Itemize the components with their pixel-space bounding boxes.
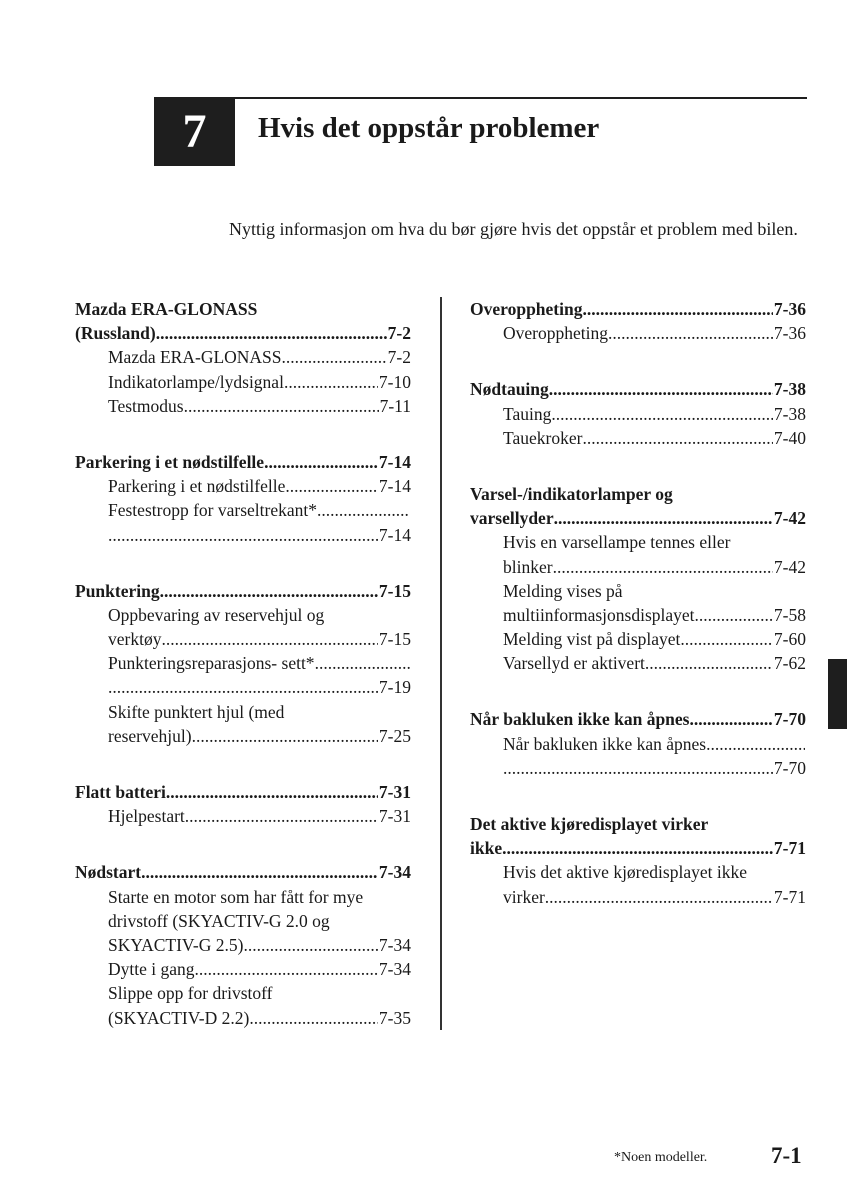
toc-heading-line[interactable]	[75, 860, 411, 884]
toc-entry-title: Mazda ERA-GLONASS	[75, 299, 258, 319]
toc-entry-title: Hjelpestart	[108, 806, 185, 827]
dot-leader	[706, 732, 805, 756]
toc-entry-line[interactable]	[470, 555, 806, 579]
toc-entry-title: Starte en motor som har fått for mye	[108, 886, 364, 907]
toc-page-ref: 7-15	[378, 580, 411, 601]
toc-section	[470, 297, 806, 345]
toc-section	[75, 450, 411, 547]
toc-entry-title: Melding vises på	[503, 580, 623, 601]
dot-leader	[161, 627, 377, 651]
toc-entry-title: Varsel-/indikatorlamper og	[470, 483, 673, 504]
dot-leader	[554, 506, 773, 530]
toc-entry-line[interactable]	[75, 1006, 411, 1030]
toc-entry-line[interactable]	[75, 523, 411, 547]
toc-entry-line[interactable]	[75, 394, 411, 418]
dot-leader	[608, 321, 773, 345]
toc-page-ref: 7-62	[773, 653, 806, 674]
chapter-intro: Nyttig informasjon om hva du bør gjøre hvis det oppstår et problem med bilen.	[229, 219, 798, 239]
toc-entry-title: Når bakluken ikke kan åpnes	[503, 733, 707, 754]
dot-leader	[282, 345, 387, 369]
toc-entry-line[interactable]	[75, 651, 411, 675]
toc-page-ref: 7-36	[773, 323, 806, 344]
toc-heading-line[interactable]	[470, 297, 806, 321]
toc-section	[470, 707, 806, 780]
toc-page-ref: 7-2	[387, 347, 411, 368]
toc-page-ref: 7-11	[379, 395, 411, 416]
toc-page-ref: 7-2	[387, 323, 411, 344]
toc-entry-title: Flatt batteri	[75, 782, 166, 802]
toc-heading-line[interactable]	[75, 780, 411, 804]
toc-section	[75, 297, 411, 418]
toc-entry-line[interactable]	[75, 724, 411, 748]
toc-page-ref: 7-31	[378, 782, 411, 802]
toc-entry-line[interactable]	[75, 700, 411, 724]
toc-entry-line[interactable]	[75, 885, 411, 909]
toc-heading-line[interactable]	[470, 377, 806, 401]
dot-leader	[195, 957, 378, 981]
toc-entry-line[interactable]	[75, 474, 411, 498]
column-divider	[440, 297, 442, 1030]
dot-leader	[551, 402, 773, 426]
toc-page-ref: 7-34	[378, 862, 411, 883]
toc-entry-title: Hvis en varsellampe tennes eller	[503, 532, 731, 553]
toc-entry-line[interactable]	[470, 651, 806, 675]
toc-entry-title: Oppbevaring av reservehjul og	[108, 604, 325, 625]
toc-entry-line[interactable]	[75, 603, 411, 627]
dot-leader	[502, 836, 773, 860]
toc-heading-line[interactable]	[470, 836, 806, 860]
dot-leader	[645, 651, 773, 675]
toc-heading-line[interactable]	[470, 506, 806, 530]
toc-heading-line[interactable]	[75, 321, 411, 345]
toc-page-ref: 7-71	[773, 838, 806, 859]
toc-section	[470, 377, 806, 450]
dot-leader	[108, 523, 378, 547]
toc-entry-title: Nødstart	[75, 862, 142, 883]
toc-entry-line[interactable]	[75, 370, 411, 394]
toc-entry-title: drivstoff (SKYACTIV-G 2.0 og	[108, 910, 330, 931]
toc-page-ref: 7-34	[378, 959, 411, 980]
toc-entry-line[interactable]	[75, 498, 411, 522]
toc-heading-line[interactable]	[470, 812, 806, 836]
toc-entry-title: Hvis det aktive kjøredisplayet ikke	[503, 862, 747, 883]
toc-page-ref: 7-15	[378, 629, 411, 650]
toc-section	[75, 860, 411, 1029]
toc-page-ref: 7-71	[773, 886, 806, 907]
toc-page-ref: 7-60	[773, 629, 806, 650]
toc-entry-title: multiinformasjonsdisplayet	[503, 604, 695, 625]
dot-leader	[284, 370, 378, 394]
dot-leader	[160, 579, 378, 603]
toc-page-ref: 7-19	[378, 677, 411, 698]
toc-entry-title: Testmodus	[108, 395, 184, 416]
dot-leader	[166, 780, 378, 804]
toc-entry-title: Overoppheting	[470, 299, 583, 319]
toc-heading-line[interactable]	[75, 297, 411, 321]
toc-entry-title: (Russland)	[75, 323, 156, 344]
toc-section	[75, 579, 411, 748]
dot-leader	[315, 651, 410, 675]
toc-entry-title: Punkteringsreparasjons- sett*	[108, 653, 315, 674]
chapter-thumb-tab	[828, 659, 847, 729]
toc-section	[75, 780, 411, 828]
toc-entry-title: reservehjul)	[108, 725, 192, 746]
toc-entry-line[interactable]	[75, 627, 411, 651]
toc-heading-line[interactable]	[75, 579, 411, 603]
dot-leader	[549, 377, 773, 401]
dot-leader	[156, 321, 387, 345]
toc-entry-title: Festestropp for varseltrekant*	[108, 500, 317, 521]
toc-right-column	[470, 297, 806, 941]
dot-leader	[582, 426, 772, 450]
toc-page-ref: 7-31	[378, 806, 411, 827]
toc-page-ref: 7-35	[378, 1007, 411, 1028]
dot-leader	[503, 756, 773, 780]
toc-entry-line[interactable]	[470, 402, 806, 426]
dot-leader	[545, 885, 773, 909]
toc-entry-title: ikke	[470, 838, 503, 859]
dot-leader	[582, 297, 772, 321]
toc-entry-line[interactable]	[75, 345, 411, 369]
dot-leader	[690, 707, 773, 731]
toc-left-column	[75, 297, 411, 1062]
dot-leader	[184, 394, 379, 418]
toc-page-ref: 7-70	[773, 757, 806, 778]
toc-entry-title: Slippe opp for drivstoff	[108, 983, 273, 1004]
toc-entry-line[interactable]	[75, 909, 411, 933]
toc-page-ref: 7-58	[773, 604, 806, 625]
toc-heading-line[interactable]	[470, 707, 806, 731]
dot-leader	[108, 675, 378, 699]
toc-entry-line[interactable]	[75, 933, 411, 957]
toc-heading-line[interactable]	[470, 482, 806, 506]
toc-entry-title: Melding vist på displayet	[503, 629, 681, 650]
toc-entry-line[interactable]	[470, 579, 806, 603]
toc-entry-line[interactable]	[470, 530, 806, 554]
toc-entry-title: Varsellyd er aktivert	[503, 653, 645, 674]
toc-entry-line[interactable]	[470, 756, 806, 780]
toc-entry-line[interactable]	[470, 603, 806, 627]
toc-page-ref: 7-10	[378, 371, 411, 392]
dot-leader	[141, 860, 378, 884]
toc-entry-title: Det aktive kjøredisplayet virker	[470, 814, 709, 834]
dot-leader	[680, 627, 773, 651]
toc-entry-line[interactable]	[75, 981, 411, 1005]
toc-entry-title: Parkering i et nødstilfelle	[75, 451, 265, 472]
toc-entry-title: Overoppheting	[503, 323, 608, 344]
toc-entry-title: Tauing	[503, 403, 552, 424]
toc-entry-title: (SKYACTIV-D 2.2)	[108, 1007, 250, 1028]
toc-entry-title: SKYACTIV-G 2.5)	[108, 934, 244, 955]
toc-entry-title: Når bakluken ikke kan åpnes	[470, 709, 690, 730]
toc-entry-line[interactable]	[470, 321, 806, 345]
toc-section	[470, 812, 806, 909]
toc-entry-title: Tauekroker	[503, 427, 583, 448]
dot-leader	[264, 450, 378, 474]
toc-entry-title: blinker	[503, 556, 553, 577]
toc-entry-title: Dytte i gang	[108, 959, 195, 980]
toc-heading-line[interactable]	[75, 450, 411, 474]
toc-entry-title: virker	[503, 886, 545, 907]
page-number: 7-1	[771, 1143, 802, 1168]
dot-leader	[243, 933, 377, 957]
toc-entry-line[interactable]	[470, 627, 806, 651]
toc-entry-line[interactable]	[470, 860, 806, 884]
toc-entry-line[interactable]	[75, 804, 411, 828]
toc-entry-title: Indikatorlampe/lydsignal	[108, 371, 284, 392]
dot-leader	[695, 603, 773, 627]
dot-leader	[185, 804, 378, 828]
toc-entry-title: verktøy	[108, 629, 162, 650]
toc-section	[470, 482, 806, 676]
chapter-rule	[235, 97, 807, 99]
dot-leader	[249, 1006, 378, 1030]
dot-leader	[553, 555, 773, 579]
chapter-title: Hvis det oppstår problemer	[258, 112, 600, 144]
toc-entry-title: Parkering i et nødstilfelle	[108, 476, 286, 497]
dot-leader	[285, 474, 378, 498]
toc-entry-line[interactable]	[470, 732, 806, 756]
toc-entry-title: Skifte punktert hjul (med	[108, 701, 285, 722]
toc-page-ref: 7-42	[773, 556, 806, 577]
footnote: *Noen modeller.	[614, 1150, 708, 1165]
toc-entry-title: varsellyder	[470, 508, 554, 529]
chapter-number: 7	[154, 97, 235, 166]
dot-leader	[192, 724, 378, 748]
toc-entry-title: Mazda ERA-GLONASS	[108, 347, 282, 368]
toc-entry-line[interactable]	[470, 885, 806, 909]
toc-entry-title: Nødtauing	[470, 379, 549, 400]
toc-entry-line[interactable]	[470, 426, 806, 450]
toc-page-ref: 7-14	[378, 451, 411, 472]
toc-page-ref: 7-42	[773, 508, 806, 529]
toc-entry-line[interactable]	[75, 957, 411, 981]
toc-page-ref: 7-40	[773, 427, 806, 448]
dot-leader	[317, 498, 410, 522]
toc-page-ref: 7-34	[378, 934, 411, 955]
toc-page-ref: 7-38	[773, 403, 806, 424]
toc-page-ref: 7-70	[773, 709, 806, 730]
toc-page-ref: 7-25	[378, 725, 411, 746]
toc-page-ref: 7-14	[378, 524, 411, 545]
toc-page-ref: 7-38	[773, 379, 806, 400]
toc-page-ref: 7-14	[378, 476, 411, 497]
toc-entry-title: Punktering	[75, 580, 160, 601]
toc-entry-line[interactable]	[75, 675, 411, 699]
toc-page-ref: 7-36	[773, 299, 806, 319]
